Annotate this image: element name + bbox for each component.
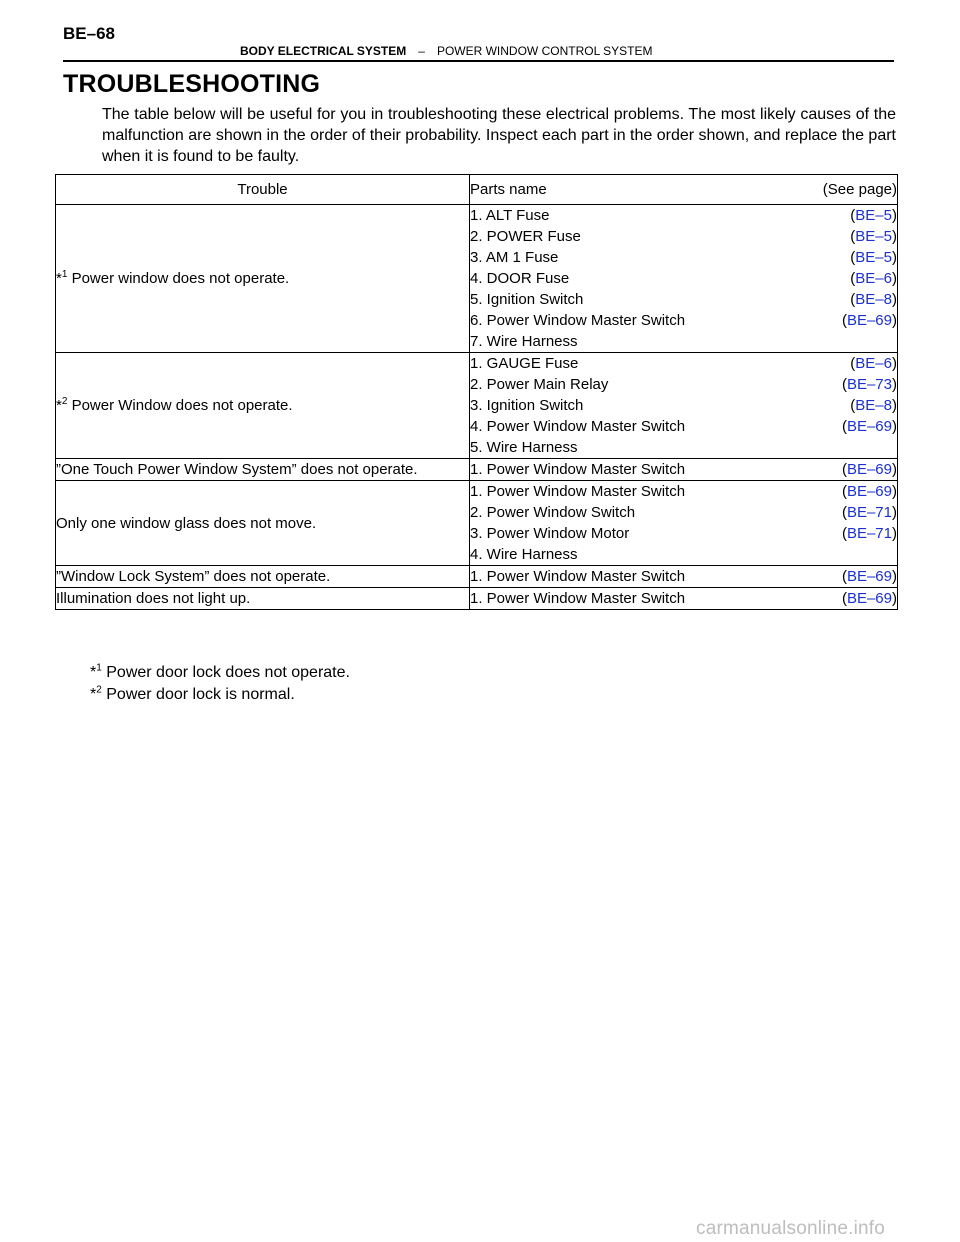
- part-item: [470, 416, 897, 437]
- part-item: [470, 395, 897, 416]
- page-reference-link[interactable]: (BE–69): [841, 312, 897, 329]
- page-reference-link[interactable]: (BE–73): [841, 376, 897, 393]
- page-reference-link[interactable]: (BE–69): [841, 568, 897, 585]
- header-subsection: POWER WINDOW CONTROL SYSTEM: [436, 44, 653, 58]
- page-reference-link[interactable]: (BE–69): [841, 418, 897, 435]
- part-name: 5. Ignition Switch: [470, 291, 584, 308]
- part-item: [470, 205, 897, 226]
- part-name: 1. Power Window Master Switch: [470, 461, 686, 478]
- table-body: [56, 205, 898, 610]
- page-reference-link[interactable]: (BE–5): [850, 207, 897, 224]
- parts-cell: [470, 566, 898, 588]
- page-reference-link[interactable]: (BE–69): [841, 590, 897, 607]
- footnote-text: Power door lock does not operate.: [106, 664, 350, 681]
- part-name: 1. Power Window Master Switch: [470, 590, 686, 607]
- table-row: [56, 205, 898, 353]
- part-item: [470, 544, 897, 565]
- trouble-column-header: Trouble: [56, 175, 470, 205]
- parts-cell: [470, 588, 898, 610]
- page-number: BE–68: [63, 24, 115, 43]
- table-header-row: [56, 175, 898, 205]
- running-header: [240, 44, 653, 58]
- trouble-cell: [56, 205, 470, 353]
- part-item: [470, 247, 897, 268]
- page-reference-link[interactable]: (BE–5): [850, 228, 897, 245]
- part-item: [470, 268, 897, 289]
- trouble-text: Power Window does not operate.: [71, 397, 293, 414]
- part-item: [470, 331, 897, 352]
- trouble-cell: [56, 566, 470, 588]
- parts-cell: [470, 459, 898, 481]
- page-reference-link[interactable]: (BE–71): [841, 525, 897, 542]
- watermark: carmanualsonline.info: [696, 1218, 886, 1239]
- part-item: [470, 459, 897, 480]
- trouble-cell: [56, 353, 470, 459]
- part-item: [470, 523, 897, 544]
- header-section: BODY ELECTRICAL SYSTEM: [240, 44, 407, 58]
- trouble-text: Power window does not operate.: [71, 270, 290, 287]
- part-item: [470, 437, 897, 458]
- part-name: 4. Power Window Master Switch: [470, 418, 686, 435]
- page-reference-link[interactable]: (BE–71): [841, 504, 897, 521]
- section-title: TROUBLESHOOTING: [63, 70, 321, 98]
- table-row: [56, 481, 898, 566]
- trouble-text: ”Window Lock System” does not operate.: [56, 568, 331, 585]
- intro-paragraph: The table below will be useful for you in troubleshooting these electrical problems. The most likely causes of the malfunction are shown in the order of their probability. Inspect each part in the order shown, and replace the part when it is found to be faulty.: [102, 106, 896, 165]
- parts-cell: [470, 205, 898, 353]
- trouble-text: Illumination does not light up.: [56, 590, 251, 607]
- footnote-2: [90, 686, 295, 704]
- page-reference-link[interactable]: (BE–5): [850, 249, 897, 266]
- part-item: [470, 588, 897, 609]
- part-name: 4. Wire Harness: [470, 546, 578, 563]
- part-name: 6. Power Window Master Switch: [470, 312, 686, 329]
- part-name: 2. Power Window Switch: [470, 504, 636, 521]
- table-row: [56, 459, 898, 481]
- part-name: 3. Power Window Motor: [470, 525, 630, 542]
- parts-cell: [470, 353, 898, 459]
- part-item: [470, 502, 897, 523]
- parts-name-header: Parts name: [470, 181, 547, 198]
- header-separator: –: [418, 44, 425, 58]
- part-name: 2. Power Main Relay: [470, 376, 609, 393]
- footnote-marker: *$^2$: [90, 684, 102, 703]
- table-row: [56, 353, 898, 459]
- part-name: 1. ALT Fuse: [470, 207, 550, 224]
- parts-cell: [470, 481, 898, 566]
- part-item: [470, 374, 897, 395]
- page-reference-link[interactable]: (BE–8): [850, 397, 897, 414]
- parts-column-header: [470, 175, 898, 205]
- part-item: [470, 310, 897, 331]
- trouble-marker: *$^1$: [56, 269, 68, 287]
- page-reference-link[interactable]: (BE–6): [850, 355, 897, 372]
- page-reference-link[interactable]: (BE–8): [850, 291, 897, 308]
- trouble-cell: [56, 459, 470, 481]
- part-name: 1. GAUGE Fuse: [470, 355, 579, 372]
- part-item: [470, 481, 897, 502]
- troubleshooting-table: [55, 174, 898, 610]
- page-reference-link[interactable]: (BE–6): [850, 270, 897, 287]
- part-name: 2. POWER Fuse: [470, 228, 581, 245]
- part-name: 3. AM 1 Fuse: [470, 249, 559, 266]
- page-reference-link[interactable]: (BE–69): [841, 461, 897, 478]
- footnote-1: [90, 664, 350, 682]
- part-item: [470, 289, 897, 310]
- part-item: [470, 226, 897, 247]
- trouble-cell: [56, 481, 470, 566]
- trouble-marker: *$^2$: [56, 396, 68, 414]
- part-name: 1. Power Window Master Switch: [470, 568, 686, 585]
- trouble-text: ”One Touch Power Window System” does not operate.: [56, 461, 418, 478]
- trouble-cell: [56, 588, 470, 610]
- table-row: [56, 566, 898, 588]
- footnote-marker: *$^1$: [90, 662, 102, 681]
- part-name: 7. Wire Harness: [470, 333, 578, 350]
- trouble-text: Only one window glass does not move.: [56, 514, 317, 532]
- part-name: 5. Wire Harness: [470, 439, 578, 456]
- table-row: [56, 588, 898, 610]
- part-item: [470, 566, 897, 587]
- part-name: 4. DOOR Fuse: [470, 270, 570, 287]
- footnote-text: Power door lock is normal.: [106, 686, 295, 703]
- see-page-header: (See page): [822, 181, 897, 198]
- part-name: 1. Power Window Master Switch: [470, 483, 686, 500]
- part-name: 3. Ignition Switch: [470, 397, 584, 414]
- part-item: [470, 353, 897, 374]
- header-rule: [63, 60, 894, 62]
- page-reference-link[interactable]: (BE–69): [841, 483, 897, 500]
